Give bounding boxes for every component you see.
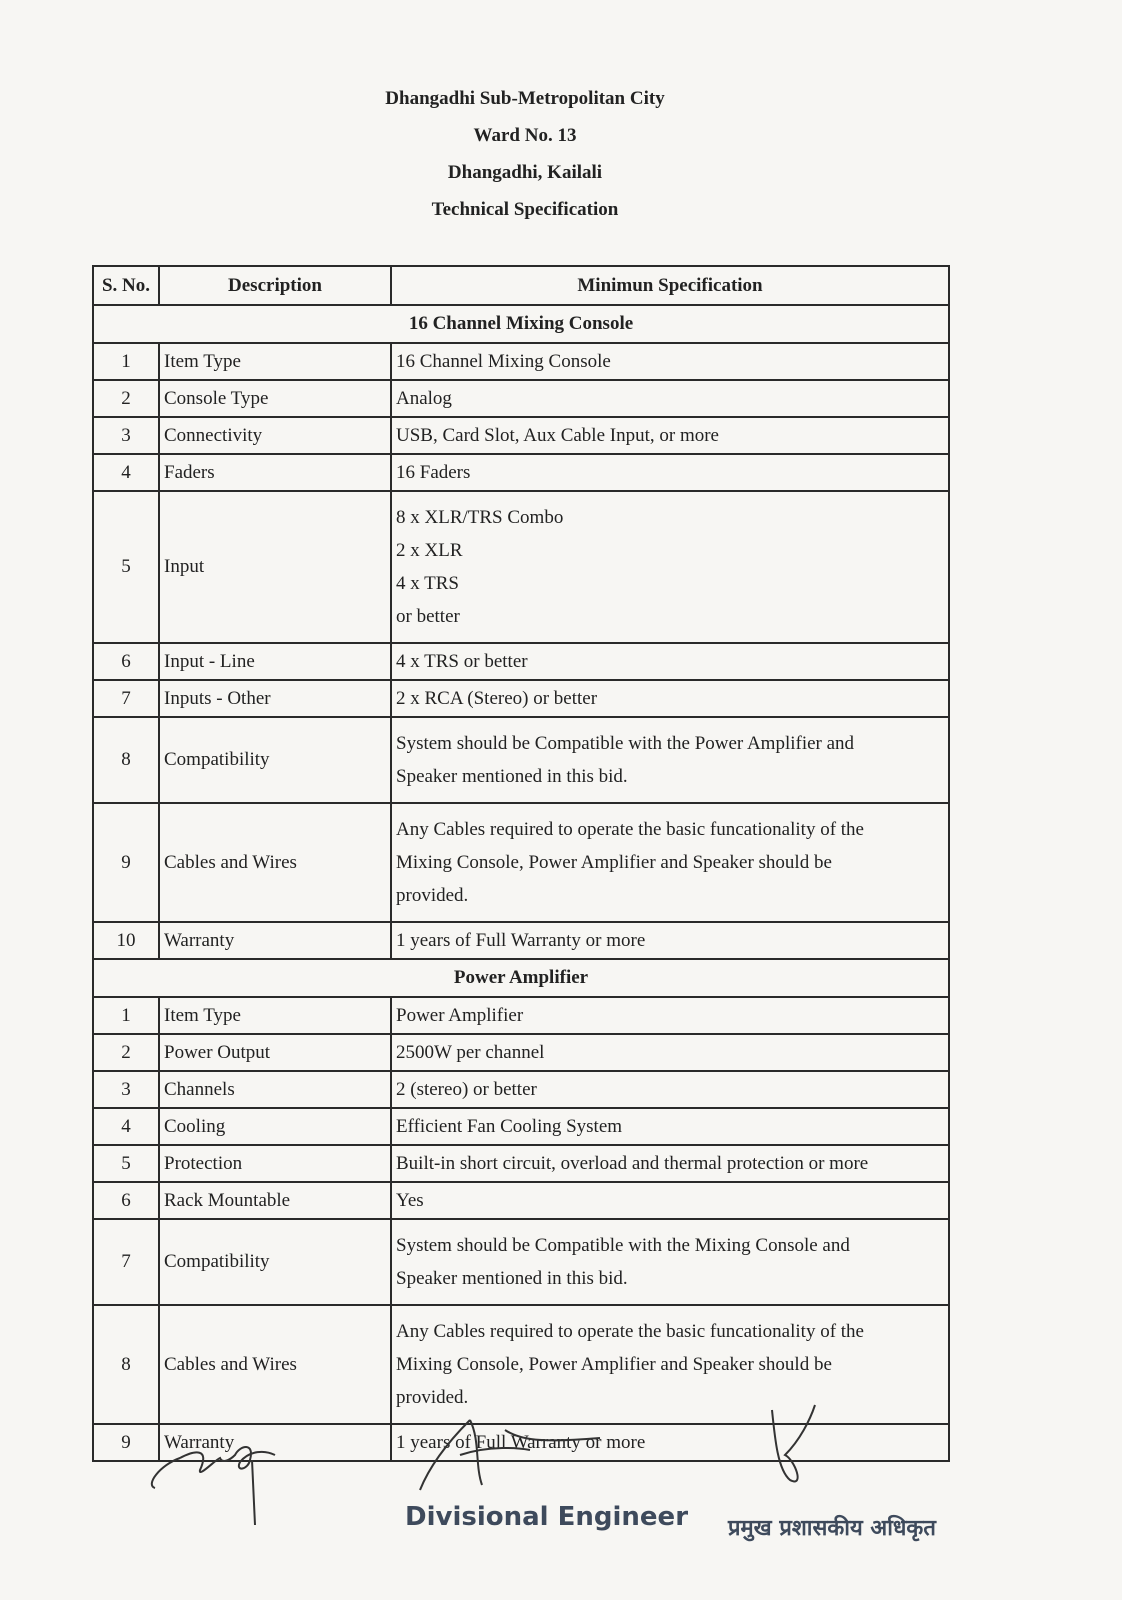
- column-header-sno: S. No.: [93, 266, 159, 305]
- cell-sno: 3: [93, 1071, 159, 1108]
- cell-description: Cables and Wires: [159, 803, 391, 922]
- cell-description: Inputs - Other: [159, 680, 391, 717]
- table-row: [93, 997, 949, 1034]
- spec-line: 16 Faders: [396, 462, 471, 483]
- table-row: [93, 643, 949, 680]
- cell-sno: 5: [93, 491, 159, 643]
- spec-line: Speaker mentioned in this bid.: [396, 766, 628, 787]
- signature-middle: [410, 1410, 630, 1500]
- spec-line: System should be Compatible with the Mixing Console and: [396, 1235, 850, 1256]
- table-row: [93, 417, 949, 454]
- spec-line: 2 (stereo) or better: [396, 1079, 537, 1100]
- cell-description: Channels: [159, 1071, 391, 1108]
- cell-sno: 8: [93, 1305, 159, 1424]
- cell-sno: 5: [93, 1145, 159, 1182]
- table-body: [93, 305, 949, 1461]
- cell-specification: [391, 380, 949, 417]
- cell-description: Item Type: [159, 997, 391, 1034]
- table-row: [93, 1071, 949, 1108]
- table-row: [93, 380, 949, 417]
- cell-sno: 2: [93, 380, 159, 417]
- spec-line: 1 years of Full Warranty or more: [396, 930, 646, 951]
- cell-specification: [391, 717, 949, 803]
- spec-line: Yes: [396, 1190, 424, 1211]
- cell-specification: [391, 1108, 949, 1145]
- ward-number: Ward No. 13: [473, 125, 577, 146]
- section-row: [93, 959, 949, 997]
- cell-description: Compatibility: [159, 1219, 391, 1305]
- municipality-title: Dhangadhi Sub-Metropolitan City: [385, 88, 665, 109]
- table-row: [93, 491, 949, 643]
- table-row: [93, 1145, 949, 1182]
- column-header-specification: Minimun Specification: [391, 266, 949, 305]
- spec-line: 8 x XLR/TRS Combo: [396, 507, 564, 528]
- spec-line: 4 x TRS: [396, 573, 460, 594]
- cell-description: Power Output: [159, 1034, 391, 1071]
- cell-specification: [391, 343, 949, 380]
- cell-specification: [391, 1305, 949, 1424]
- cell-description: Warranty: [159, 1424, 391, 1461]
- cell-sno: 6: [93, 1182, 159, 1219]
- cell-specification: [391, 643, 949, 680]
- table-header-row: [93, 266, 949, 305]
- section-title: Power Amplifier: [93, 959, 949, 997]
- cell-sno: 4: [93, 1108, 159, 1145]
- cell-description: Input: [159, 491, 391, 643]
- spec-line: 2500W per channel: [396, 1042, 545, 1063]
- spec-line: Any Cables required to operate the basic funcationality of the: [396, 819, 864, 840]
- stamp-divisional-engineer: Divisional Engineer: [405, 1502, 689, 1532]
- section-row: [93, 305, 949, 343]
- table-row: [93, 717, 949, 803]
- spec-line: 16 Channel Mixing Console: [396, 351, 611, 372]
- cell-specification: [391, 1034, 949, 1071]
- location: Dhangadhi, Kailali: [447, 162, 603, 183]
- table-row: [93, 1108, 949, 1145]
- table-row: [93, 803, 949, 922]
- cell-sno: 8: [93, 717, 159, 803]
- cell-specification: [391, 680, 949, 717]
- spec-line: Power Amplifier: [396, 1005, 524, 1026]
- cell-description: Faders: [159, 454, 391, 491]
- cell-description: Protection: [159, 1145, 391, 1182]
- document-header: [0, 86, 1050, 234]
- cell-specification: [391, 1071, 949, 1108]
- cell-specification: [391, 454, 949, 491]
- cell-description: Compatibility: [159, 717, 391, 803]
- spec-line: Any Cables required to operate the basic funcationality of the: [396, 1321, 864, 1342]
- cell-specification: [391, 922, 949, 959]
- cell-sno: 9: [93, 803, 159, 922]
- spec-line: 2 x XLR: [396, 540, 463, 561]
- cell-sno: 1: [93, 997, 159, 1034]
- spec-line: 2 x RCA (Stereo) or better: [396, 688, 598, 709]
- cell-sno: 7: [93, 680, 159, 717]
- spec-line: or better: [396, 606, 460, 627]
- cell-description: Warranty: [159, 922, 391, 959]
- table-row: [93, 922, 949, 959]
- document-title: Technical Specification: [431, 199, 619, 220]
- spec-line: provided.: [396, 1387, 469, 1408]
- spec-line: provided.: [396, 885, 469, 906]
- signature-left: [140, 1430, 300, 1530]
- spec-line: Mixing Console, Power Amplifier and Speaker should be: [396, 852, 832, 873]
- cell-description: Console Type: [159, 380, 391, 417]
- cell-description: Cooling: [159, 1108, 391, 1145]
- stamp-chief-administrative-officer: प्रमुख प्रशासकीय अधिकृत: [728, 1516, 936, 1541]
- cell-sno: 9: [93, 1424, 159, 1461]
- cell-specification: [391, 997, 949, 1034]
- spec-line: System should be Compatible with the Power Amplifier and: [396, 733, 855, 754]
- table-row: [93, 1182, 949, 1219]
- cell-sno: 4: [93, 454, 159, 491]
- spec-line: 4 x TRS or better: [396, 651, 528, 672]
- column-header-description: Description: [159, 266, 391, 305]
- spec-line: Built-in short circuit, overload and thermal protection or more: [396, 1153, 869, 1174]
- spec-line: USB, Card Slot, Aux Cable Input, or more: [396, 425, 719, 446]
- spec-line: Analog: [396, 388, 452, 409]
- cell-sno: 10: [93, 922, 159, 959]
- cell-sno: 2: [93, 1034, 159, 1071]
- cell-specification: [391, 1182, 949, 1219]
- table-row: [93, 680, 949, 717]
- cell-sno: 1: [93, 343, 159, 380]
- spec-line: Efficient Fan Cooling System: [396, 1116, 623, 1137]
- cell-specification: [391, 1145, 949, 1182]
- cell-specification: [391, 803, 949, 922]
- spec-line: Mixing Console, Power Amplifier and Speaker should be: [396, 1354, 832, 1375]
- cell-specification: [391, 491, 949, 643]
- cell-description: Connectivity: [159, 417, 391, 454]
- specification-table: [92, 265, 950, 1462]
- table-row: [93, 1034, 949, 1071]
- cell-description: Input - Line: [159, 643, 391, 680]
- cell-sno: 7: [93, 1219, 159, 1305]
- cell-sno: 3: [93, 417, 159, 454]
- section-title: 16 Channel Mixing Console: [93, 305, 949, 343]
- cell-sno: 6: [93, 643, 159, 680]
- spec-line: Speaker mentioned in this bid.: [396, 1268, 628, 1289]
- spec-line: 1 years of Full Warranty or more: [396, 1432, 646, 1453]
- cell-description: Rack Mountable: [159, 1182, 391, 1219]
- cell-specification: [391, 1219, 949, 1305]
- cell-description: Item Type: [159, 343, 391, 380]
- signature-right: [760, 1400, 840, 1500]
- table-row: [93, 1219, 949, 1305]
- table-row: [93, 343, 949, 380]
- cell-description: Cables and Wires: [159, 1305, 391, 1424]
- cell-specification: [391, 417, 949, 454]
- table-row: [93, 454, 949, 491]
